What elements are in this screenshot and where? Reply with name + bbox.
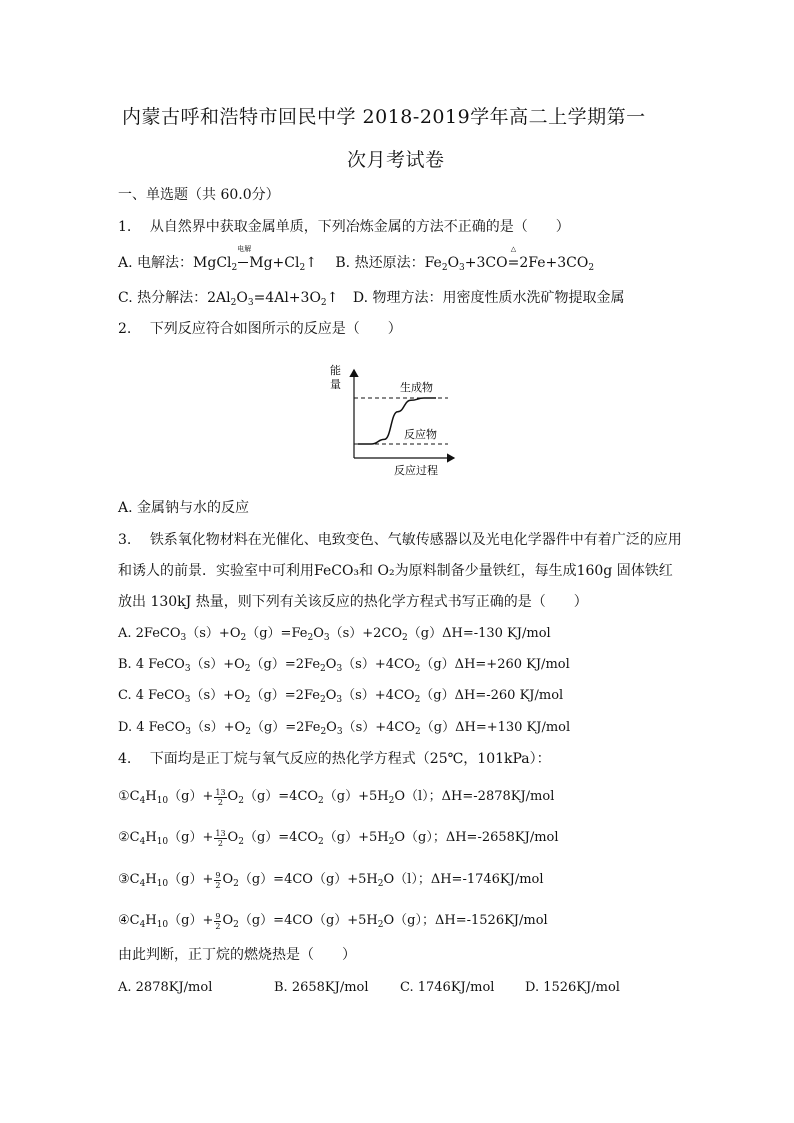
q3-option-a: A. $2FeCO_3(s)+O_2(g)=Fe_2O_3(s)+2CO_2(g)\Delta H=-130$ KJ/mol	[118, 626, 551, 643]
q4-text: 下面均是正丁烷与氧气反应的热化学方程式（25℃，101kPa）：	[149, 751, 551, 767]
q2-number: 2.	[118, 321, 132, 337]
q4-number: 4.	[118, 751, 132, 767]
q4-option-d: D. 1526KJ/mol	[525, 980, 620, 995]
q1-option-a-equation: MgCl$_2$ 电解 $Mg+Cl_2↑$	[193, 245, 317, 273]
q4-equation-4: $④C_4H_{10}(g)+$ $\frac{9}{2}$ $O_2(g)=4CO(g)+5H_2O(g)$；ΔH=-1526KJ/mol	[118, 912, 548, 931]
q2-option-a: A. 金属钠与水的反应	[118, 500, 250, 516]
q1-option-d: D. 物理方法：用密度性质水洗矿物提取金属	[352, 290, 625, 306]
energy-diagram	[328, 356, 464, 482]
q4-stem	[118, 752, 551, 766]
q1-text: 从自然界中获取金属单质，下列冶炼金属的方法不正确的是（ ）	[149, 219, 570, 235]
q1-options-ab	[118, 245, 595, 273]
q4-equation-1: $①C_4H_{10}(g)+$ $\frac{13}{2}$ $O_2(g)=4CO_2(g)+5H_2O(l)$；ΔH=-2878KJ/mol	[118, 788, 555, 807]
q3-option-c: C. 4 $FeCO_3(s)+O_2(g)=2Fe_2O_3(s)+4CO_2(g)\Delta H=-260$ KJ/mol	[118, 688, 564, 705]
q3-option-b: B. 4 $FeCO_3(s)+O_2(g)=2Fe_2O_3(s)+4CO_2(g)\Delta H=+260$ KJ/mol	[118, 657, 570, 674]
section-heading: 一、单选题（共 60.0分）	[118, 187, 280, 203]
q1-option-b-label: B. 热还原法：	[335, 255, 425, 271]
q2-stem	[118, 322, 402, 336]
q1-option-c-label: C. 热分解法：	[118, 290, 208, 306]
q4-equation-2: $②C_4H_{10}(g)+$ $\frac{13}{2}$ $O_2(g)=4CO_2(g)+5H_2O(g)$；ΔH=-2658KJ/mol	[118, 829, 559, 848]
page-title-line2: 次月考试卷	[347, 149, 445, 171]
product-label: 生成物	[400, 381, 433, 394]
q2-text: 下列反应符合如图所示的反应是（ ）	[149, 321, 402, 337]
q3-text-line3: 放出 130kJ 热量，则下列有关该反应的热化学方程式书写正确的是（ ）	[118, 594, 588, 610]
page-title-line1: 内蒙古呼和浩特市回民中学 2018-2019学年高二上学期第一	[122, 106, 646, 128]
q1-option-b-equation: $Fe_2O_3+3CO$ △ $=2Fe+3CO_2$	[424, 245, 595, 273]
y-axis-label: 能量	[330, 364, 341, 391]
q1-option-b-condition: △	[510, 245, 517, 253]
q3-line1	[118, 533, 682, 547]
q1-option-a-condition: 电解	[237, 245, 252, 253]
q1-option-c-equation: $2Al_2O_3=4Al+3O_2↑$	[207, 290, 339, 308]
q3-number: 3.	[118, 532, 132, 548]
reactant-label: 反应物	[404, 428, 437, 441]
q4-option-a: A. 2878KJ/mol	[118, 980, 213, 995]
q3-option-d: D. 4 $FeCO_3(s)+O_2(g)=2Fe_2O_3(s)+4CO_2(g)\Delta H=+130$ KJ/mol	[118, 720, 571, 737]
q4-option-b: B. 2658KJ/mol	[274, 980, 369, 995]
q3-text-line1: 铁系氧化物材料在光催化、电致变色、气敏传感器以及光电化学器件中有着广泛的应用	[149, 532, 682, 548]
q4-conclusion: 由此判断，正丁烷的燃烧热是（ ）	[118, 947, 356, 963]
q3-text-line2: 和诱人的前景．实验室中可利用FeCO₃和 O₂为原料制备少量铁红，每生成160g 固体铁红	[118, 563, 673, 579]
q1-option-a-label: A. 电解法：	[118, 255, 194, 271]
q1-number: 1.	[118, 219, 132, 235]
q4-equation-3: $③C_4H_{10}(g)+$ $\frac{9}{2}$ $O_2(g)=4CO(g)+5H_2O(l)$；ΔH=-1746KJ/mol	[118, 871, 544, 890]
q1-options-cd	[118, 290, 625, 308]
q4-option-c: C. 1746KJ/mol	[400, 980, 495, 995]
q1-stem	[118, 220, 570, 234]
x-axis-label: 反应过程	[394, 464, 438, 477]
